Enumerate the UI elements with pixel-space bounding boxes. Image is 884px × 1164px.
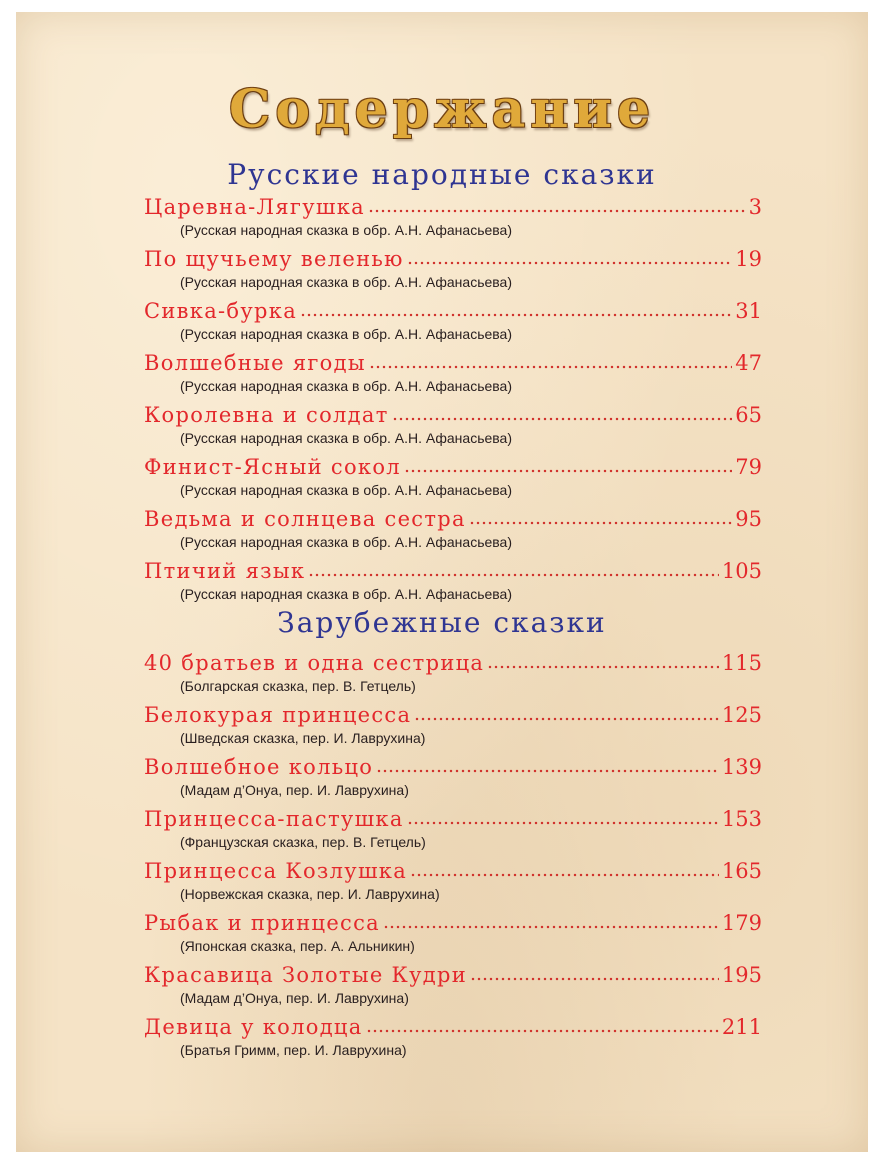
toc-entry-page: 79: [735, 455, 762, 479]
toc-entry-note: (Мадам д’Онуа, пер. И. Лаврухина): [180, 782, 409, 798]
toc-entry[interactable]: [144, 908, 762, 956]
toc-entry-note: (Японская сказка, пер. А. Альникин): [180, 938, 415, 954]
toc-entry[interactable]: [144, 556, 762, 604]
dot-leader: [470, 976, 719, 982]
dot-leader: [368, 208, 746, 214]
dot-leader: [369, 364, 732, 370]
toc-entry[interactable]: [144, 856, 762, 904]
toc-entry-title: Принцесса Козлушка: [144, 859, 408, 883]
toc-entry-title: Птичий язык: [144, 559, 306, 583]
toc-entry-note: (Русская народная сказка в обр. А.Н. Афанасьева): [180, 430, 513, 446]
toc-entry-title: Сивка-бурка: [144, 299, 298, 323]
toc-entry-title: Принцесса-пастушка: [144, 807, 404, 831]
dot-leader: [383, 924, 719, 930]
toc-entry-page: 153: [721, 807, 762, 831]
toc-entry-page: 105: [721, 559, 762, 583]
toc-entry-note: (Русская народная сказка в обр. А.Н. Афанасьева): [180, 274, 513, 290]
toc-entry-page: 95: [735, 507, 762, 531]
toc-entry-page: 211: [721, 1015, 762, 1039]
toc-entry-page: 139: [721, 755, 762, 779]
toc-entry-note: (Русская народная сказка в обр. А.Н. Афанасьева): [180, 534, 513, 550]
dot-leader: [410, 872, 719, 878]
toc-entry[interactable]: [144, 752, 762, 800]
toc-entry-page: 165: [721, 859, 762, 883]
section-heading-foreign: Зарубежные сказки: [277, 606, 607, 639]
toc-entry-page: 195: [721, 963, 762, 987]
toc-entry-title: Финист-Ясный сокол: [144, 455, 401, 479]
dot-leader: [300, 312, 732, 318]
toc-entry-page: 115: [721, 651, 762, 675]
toc-entry-title: Красавица Золотые Кудри: [144, 963, 468, 987]
section-heading-russian: Русские народные сказки: [227, 158, 657, 191]
toc-entry-note: (Русская народная сказка в обр. А.Н. Афанасьева): [180, 326, 513, 342]
toc-entry-title: Рыбак и принцесса: [144, 911, 380, 935]
toc-entry-page: 179: [721, 911, 762, 935]
toc-entry-page: 31: [735, 299, 762, 323]
toc-entry[interactable]: [144, 192, 762, 240]
toc-entry[interactable]: [144, 504, 762, 552]
toc-entry[interactable]: [144, 804, 762, 852]
toc-entry-page: 47: [735, 351, 762, 375]
toc-entry-note: (Шведская сказка, пер. И. Лаврухина): [180, 730, 426, 746]
page-title: Содержание: [228, 79, 656, 140]
book-page: [16, 12, 868, 1152]
toc-entry-title: Волшебное кольцо: [144, 755, 374, 779]
toc-entry[interactable]: [144, 960, 762, 1008]
dot-leader: [407, 820, 719, 826]
toc-entry[interactable]: [144, 648, 762, 696]
toc-entry-note: (Братья Гримм, пер. И. Лаврухина): [180, 1042, 407, 1058]
toc-entry-note: (Русская народная сказка в обр. А.Н. Афанасьева): [180, 586, 513, 602]
toc-entry-title: По щучьему веленью: [144, 247, 404, 271]
toc-entry-title: Королевна и солдат: [144, 403, 389, 427]
toc-entry-title: 40 братьев и одна сестрица: [144, 651, 485, 675]
dot-leader: [414, 716, 719, 722]
toc-entry-page: 19: [735, 247, 762, 271]
dot-leader: [487, 664, 719, 670]
toc-entry-note: (Мадам д’Онуа, пер. И. Лаврухина): [180, 990, 409, 1006]
dot-leader: [407, 260, 733, 266]
dot-leader: [392, 416, 733, 422]
toc-entry-note: (Болгарская сказка, пер. В. Гетцель): [180, 678, 416, 694]
dot-leader: [308, 572, 719, 578]
toc-entry-page: 125: [721, 703, 762, 727]
toc-entry-note: (Французская сказка, пер. В. Гетцель): [180, 834, 426, 850]
toc-entry-page: 3: [748, 195, 762, 219]
toc-entry[interactable]: [144, 452, 762, 500]
toc-entry-note: (Русская народная сказка в обр. А.Н. Афанасьева): [180, 378, 513, 394]
dot-leader: [404, 468, 732, 474]
toc-entry[interactable]: [144, 400, 762, 448]
toc-entry-note: (Русская народная сказка в обр. А.Н. Афанасьева): [180, 222, 513, 238]
toc-entry-note: (Норвежская сказка, пер. И. Лаврухина): [180, 886, 440, 902]
dot-leader: [366, 1028, 719, 1034]
toc-entry[interactable]: [144, 348, 762, 396]
toc-entry-title: Царевна-Лягушка: [144, 195, 365, 219]
toc-entry[interactable]: [144, 700, 762, 748]
toc-entry-note: (Русская народная сказка в обр. А.Н. Афанасьева): [180, 482, 513, 498]
toc-entry-title: Ведьма и солнцева сестра: [144, 507, 466, 531]
toc-entry[interactable]: [144, 1012, 762, 1060]
toc-entry-title: Девица у колодца: [144, 1015, 363, 1039]
toc-entry-title: Белокурая принцесса: [144, 703, 412, 727]
toc-entry-page: 65: [735, 403, 762, 427]
dot-leader: [469, 520, 732, 526]
dot-leader: [376, 768, 719, 774]
toc-entry-title: Волшебные ягоды: [144, 351, 366, 375]
toc-entry[interactable]: [144, 244, 762, 292]
toc-entry[interactable]: [144, 296, 762, 344]
